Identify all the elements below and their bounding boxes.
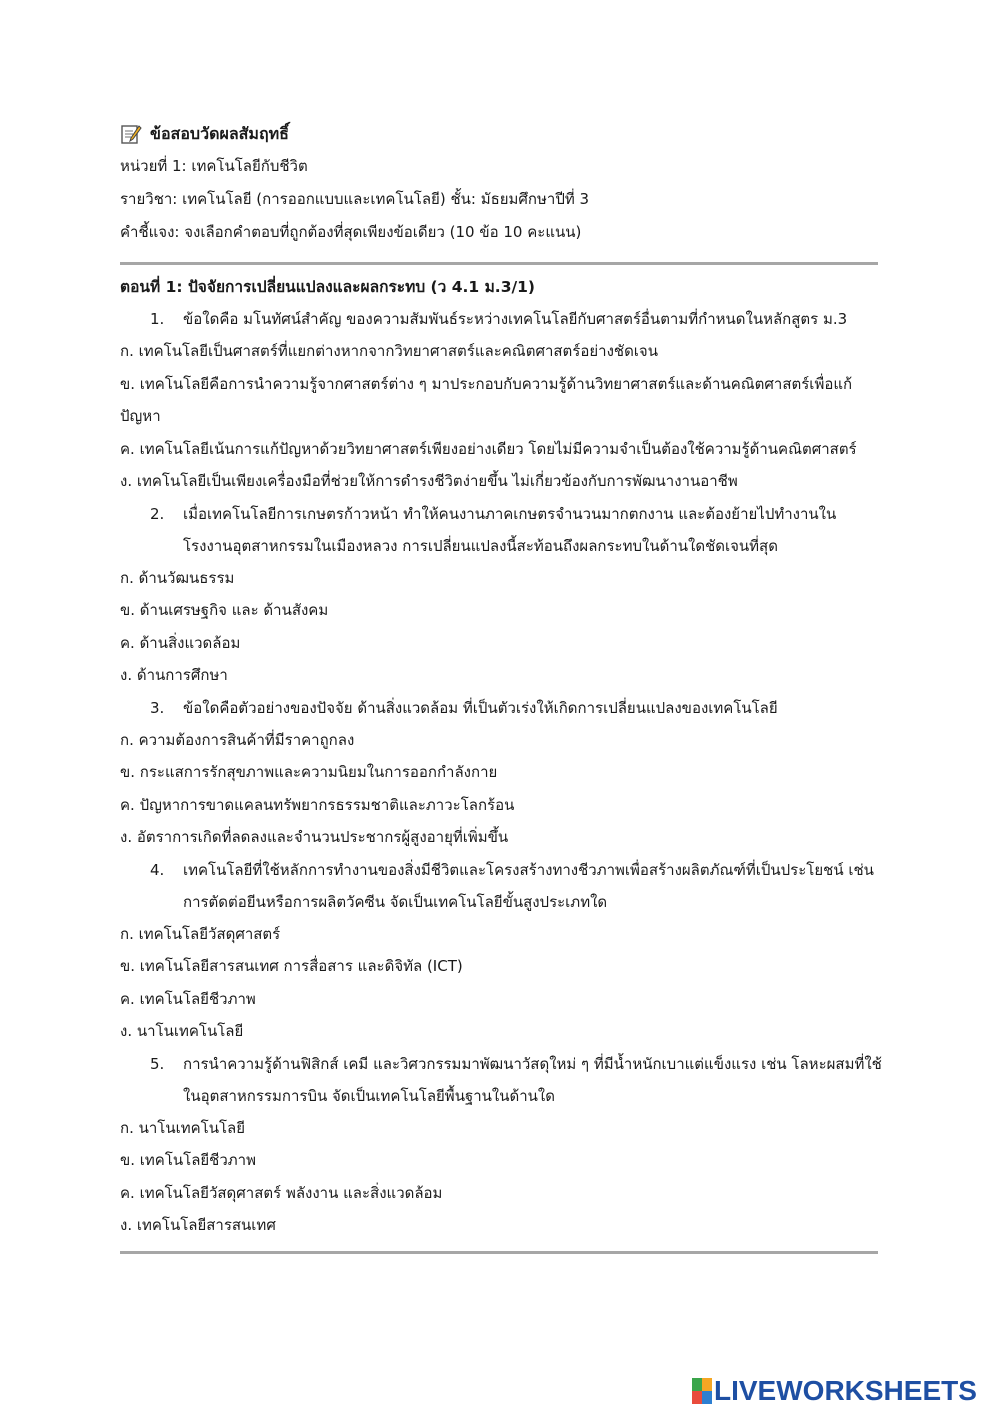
question [120,692,882,724]
worksheet-content [120,118,882,1254]
answer-option[interactable]: ข. เทคโนโลยีชีวภาพ [120,1151,256,1169]
unit-line: หน่วยที่ 1: เทคโนโลยีกับชีวิต [120,157,308,175]
question-number: 1. [150,310,165,328]
answer-option[interactable]: ก. เทคโนโลยีเป็นศาสตร์ที่แยกต่างหากจากวิทยาศาสตร์และคณิตศาสตร์อย่างชัดเจน [120,342,658,360]
exam-title-row [120,118,882,150]
question [120,498,882,562]
question-number: 5. [150,1054,165,1073]
answer-option[interactable]: ก. เทคโนโลยีวัสดุศาสตร์ [120,924,281,943]
answer-option[interactable]: ค. เทคโนโลยีชีวภาพ [120,989,256,1008]
question-number: 2. [150,504,165,523]
bottom-divider [120,1251,878,1254]
subject-line: รายวิชา: เทคโนโลยี (การออกแบบและเทคโนโลยี) ชั้น: มัธยมศึกษาปีที่ 3 [120,190,590,208]
answer-option[interactable]: ก. นาโนเทคโนโลยี [120,1118,246,1137]
answer-option[interactable]: ข. กระแสการรักสุขภาพและความนิยมในการออกกำลังกาย [120,763,498,781]
answer-option[interactable]: ก. ความต้องการสินค้าที่มีราคาถูกลง [120,730,355,749]
answer-option[interactable]: ค. เทคโนโลยีวัสดุศาสตร์ พลังงาน และสิ่งแวดล้อม [120,1183,443,1202]
answer-option[interactable]: ง. เทคโนโลยีเป็นเพียงเครื่องมือที่ช่วยให้การดำรงชีวิตง่ายขึ้น ไม่เกี่ยวข้องกับการพัฒนางานอาชีพ [120,472,738,490]
answer-option[interactable]: ข. เทคโนโลยีสารสนเทศ การสื่อสาร และดิจิทัล (ICT) [120,957,463,975]
answer-option[interactable]: ข. เทคโนโลยีคือการนำความรู้จากศาสตร์ต่าง ๆ มาประกอบกับความรู้ด้านวิทยาศาสตร์และด้านคณิตศาสตร์เพื่อแก้ปัญหา [120,374,853,425]
memo-icon [120,123,142,145]
answer-option[interactable]: ง. อัตราการเกิดที่ลดลงและจำนวนประชากรผู้สูงอายุที่เพิ่มขึ้น [120,828,509,846]
exam-title: ข้อสอบวัดผลสัมฤทธิ์ [150,123,289,143]
answer-option[interactable]: ง. ด้านการศึกษา [120,666,228,684]
question-text: ข้อใดคือตัวอย่างของปัจจัย ด้านสิ่งแวดล้อม ที่เป็นตัวเร่งให้เกิดการเปลี่ยนแปลงของเทคโนโลยี [183,698,778,717]
liveworksheets-logo-mark-icon [692,1378,712,1404]
question-text: เมื่อเทคโนโลยีการเกษตรก้าวหน้า ทำให้คนงานภาคเกษตรจำนวนมากตกงาน และต้องย้ายไปทำงานในโรงงานอุตสาหกรรมในเมืองหลวง การเปลี่ยนแปลงนี้สะท้อนถึงผลกระทบในด้านใดชัดเจนที่สุด [183,504,837,555]
answer-option[interactable]: ค. ปัญหาการขาดแคลนทรัพยากรธรรมชาติและภาวะโลกร้อน [120,795,515,814]
liveworksheets-logo [692,1374,977,1408]
answer-option[interactable]: ข. ด้านเศรษฐกิจ และ ด้านสังคม [120,601,329,619]
question-text: การนำความรู้ด้านฟิสิกส์ เคมี และวิศวกรรมมาพัฒนาวัสดุใหม่ ๆ ที่มีน้ำหนักเบาแต่แข็งแรง เช่น โลหะผสมที่ใช้ในอุตสาหกรรมการบิน จัดเป็นเทคโนโลยีพื้นฐานในด้านใด [183,1054,882,1105]
question-text: ข้อใดคือ มโนทัศน์สำคัญ ของความสัมพันธ์ระหว่างเทคโนโลยีกับศาสตร์อื่นตามที่กำหนดในหลักสูตร ม.3 [183,310,848,328]
section-title: ตอนที่ 1: ปัจจัยการเปลี่ยนแปลงและผลกระทบ (ว 4.1 ม.3/1) [120,278,536,296]
answer-option[interactable]: ค. เทคโนโลยีเน้นการแก้ปัญหาด้วยวิทยาศาสตร์เพียงอย่างเดียว โดยไม่มีความจำเป็นต้องใช้ความรู้ด้านคณิตศาสตร์ [120,439,857,458]
answer-option[interactable]: ง. นาโนเทคโนโลยี [120,1022,244,1040]
question [120,1048,882,1112]
question [120,303,882,335]
answer-option[interactable]: ก. ด้านวัฒนธรรม [120,568,235,587]
question-number: 4. [150,860,165,879]
top-divider [120,262,878,265]
answer-option[interactable]: ง. เทคโนโลยีสารสนเทศ [120,1216,276,1234]
question-number: 3. [150,698,165,717]
liveworksheets-logo-text: LIVEWORKSHEETS [714,1375,977,1406]
instructions-line: คำชี้แจง: จงเลือกคำตอบที่ถูกต้องที่สุดเพียงข้อเดียว (10 ข้อ 10 คะแนน) [120,223,582,241]
answer-option[interactable]: ค. ด้านสิ่งแวดล้อม [120,633,241,652]
question [120,854,882,918]
question-text: เทคโนโลยีที่ใช้หลักการทำงานของสิ่งมีชีวิตและโครงสร้างทางชีวภาพเพื่อสร้างผลิตภัณฑ์ที่เป็นประโยชน์ เช่น การตัดต่อยีนหรือการผลิตวัคซีน จัดเป็นเทคโนโลยีขั้นสูงประเภทใด [183,860,874,911]
